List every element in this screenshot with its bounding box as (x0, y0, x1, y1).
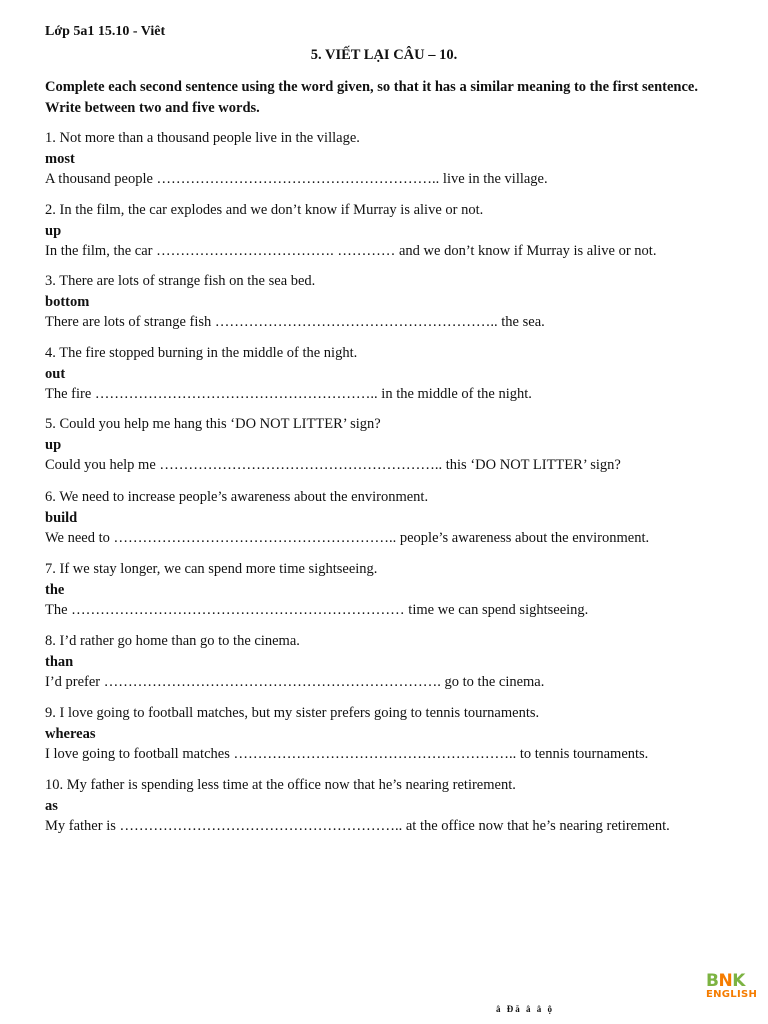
footer-marks: â Đă â â ộ (496, 1004, 554, 1014)
exercise-keyword: whereas (45, 725, 96, 742)
exercise-prompt: 4. The fire stopped burning in the middle of the night. (45, 345, 358, 361)
exercise-item (45, 559, 745, 621)
exercise-prompt: 5. Could you help me hang this ‘DO NOT LITTER’ sign? (45, 416, 381, 432)
exercise-prompt: 3. There are lots of strange fish on the sea bed. (45, 273, 316, 289)
exercise-answer-line: The …………………………………………………………… time we can spend sightseeing. (45, 602, 589, 618)
bnk-english-logo (706, 972, 758, 1008)
exercise-item (45, 128, 745, 190)
exercise-prompt: 1. Not more than a thousand people live in the village. (45, 130, 360, 146)
exercise-prompt: 2. In the film, the car explodes and we don’t know if Murray is alive or not. (45, 202, 484, 218)
exercise-item (45, 631, 745, 693)
exercise-answer-line: My father is ………………………………………………….. at the office now that he’s nearing retirement. (45, 818, 670, 834)
logo-subtext: ENGLISH (706, 989, 758, 1000)
exercise-answer-line: There are lots of strange fish ………………………………………………….. the sea. (45, 314, 545, 330)
exercise-keyword: most (45, 150, 75, 167)
exercise-item (45, 775, 745, 837)
class-line: Lớp 5a1 15.10 - Viêt (45, 24, 166, 39)
exercise-keyword: bottom (45, 293, 90, 310)
exercise-keyword: build (45, 509, 78, 526)
exercise-prompt: 7. If we stay longer, we can spend more time sightseeing. (45, 561, 378, 577)
exercise-keyword: up (45, 222, 62, 239)
exercise-keyword: than (45, 653, 74, 670)
page-title: 5. VIẾT LẠI CÂU – 10. (310, 47, 458, 63)
exercise-prompt: 9. I love going to football matches, but my sister prefers going to tennis tournaments. (45, 705, 540, 721)
exercise-item (45, 487, 745, 549)
exercise-item (45, 703, 745, 765)
exercise-keyword: as (45, 797, 58, 814)
exercise-answer-line: We need to ………………………………………………….. people’s awareness about the environment. (45, 530, 650, 546)
exercise-keyword: out (45, 365, 66, 382)
exercise-answer-line: Could you help me ………………………………………………….. this ‘DO NOT LITTER’ sign? (45, 457, 621, 473)
exercise-item (45, 343, 745, 405)
exercise-keyword: the (45, 581, 65, 598)
exercise-answer-line: The fire ………………………………………………….. in the middle of the night. (45, 386, 532, 402)
exercise-keyword: up (45, 436, 62, 453)
exercise-item (45, 200, 745, 262)
exercise-answer-line: In the film, the car ………………………………. ………… and we don’t know if Murray is alive or not. (45, 243, 657, 259)
exercise-prompt: 8. I’d rather go home than go to the cinema. (45, 633, 300, 649)
logo-mark: BNK (706, 971, 745, 991)
exercise-prompt: 6. We need to increase people’s awareness about the environment. (45, 489, 429, 505)
exercise-answer-line: A thousand people ………………………………………………….. live in the village. (45, 171, 548, 187)
exercise-prompt: 10. My father is spending less time at the office now that he’s nearing retirement. (45, 777, 516, 793)
exercise-answer-line: I love going to football matches ………………………………………………….. to tennis tournaments. (45, 746, 649, 762)
exercise-item (45, 414, 745, 476)
exercise-item (45, 271, 745, 333)
instructions: Complete each second sentence using the word given, so that it has a similar meaning to the first sentence. Write between two and five words. (45, 79, 698, 116)
exercise-answer-line: I’d prefer ……………………………………………………………. go to the cinema. (45, 674, 545, 690)
